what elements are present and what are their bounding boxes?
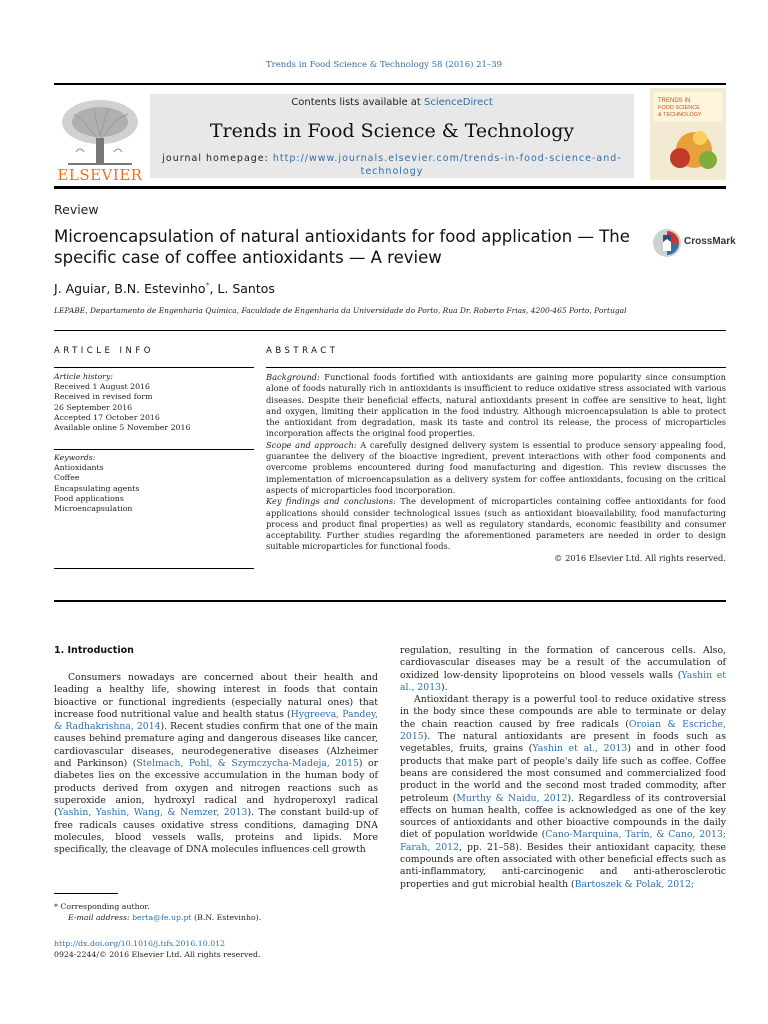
abstract-findings-label: Key findings and conclusions: — [266, 496, 396, 507]
citation-link[interactable]: Bartoszek & Polak, 2012; — [574, 878, 695, 890]
footnote-corresponding — [54, 902, 374, 913]
footnote-email — [54, 913, 374, 924]
history-item: Received 1 August 2016 — [54, 382, 151, 392]
keyword: Microencapsulation — [54, 504, 133, 514]
article-info-bottom-rule — [54, 568, 254, 569]
keywords-label: Keywords: — [54, 453, 96, 462]
cover-title-line3: & TECHNOLOGY — [658, 112, 702, 118]
cover-title-line1: TRENDS IN — [658, 98, 691, 104]
footnote-email-suffix: (B.N. Estevinho). — [191, 912, 262, 922]
journal-cover-image — [650, 88, 726, 180]
body-text: ) and in other food products that make part of people's daily life such as coffee. Coffee beans are considered the most consumed and commercialized food product in the world and the second most traded commodity, after petroleum ( — [400, 743, 726, 804]
body-top-rule — [54, 600, 726, 602]
author-list — [54, 281, 275, 296]
abstract-findings-text: The development of microparticles containing coffee antioxidants for food applications should consider technological issues (such as antioxidant bioavailability, food manufacturing process and product final properties) as well as regulatory standards, economic feasibility and consumer acceptability. Further studies regarding the aforementioned parameters are needed in order to design suitable microparticles for functional foods. — [266, 496, 726, 552]
abstract-findings — [266, 496, 726, 552]
body-paragraph — [400, 694, 726, 891]
section-heading-introduction: 1. Introduction — [54, 645, 134, 656]
article-info-heading: ARTICLE INFO — [54, 346, 154, 356]
footnote-email-label: E-mail address: — [68, 912, 133, 922]
citation-link[interactable]: Yashin et al., 2013 — [532, 743, 628, 755]
crossmark-label: CrossMark — [684, 236, 736, 247]
email-link[interactable]: berta@fe.up.pt — [132, 912, 192, 922]
homepage-link[interactable]: http://www.journals.elsevier.com/trends-in-food-science-and-technology — [272, 153, 622, 177]
sciencedirect-link[interactable]: ScienceDirect — [424, 97, 493, 108]
abstract-scope-label: Scope and approach: — [266, 439, 357, 450]
body-text: ) or diabetes lies on the excessive accumulation in the human body of products derived from oxygen and nitrogen reactions such as superoxide anion, hydroxyl radical and hydroperoxyl radical ( — [54, 758, 379, 819]
contents-line — [150, 97, 634, 108]
article-history — [54, 372, 254, 433]
abstract-copyright: © 2016 Elsevier Ltd. All rights reserved. — [554, 552, 726, 563]
history-item: Accepted 17 October 2016 — [54, 412, 160, 422]
contents-prefix: Contents lists available at — [291, 97, 425, 108]
citation-link[interactable]: Cano-Marquina, Tarín, & Cano, 2013; Farah, 2012 — [400, 829, 726, 853]
article-info-rule — [54, 367, 254, 368]
keywords — [54, 453, 254, 514]
body-text: regulation, resulting in the formation of cancerous cells. Also, cardiovascular diseases may be a result of the accumulation of oxidized low-density lipoproteins on blood vessels walls ( — [400, 645, 726, 681]
homepage-label: journal homepage: — [162, 153, 273, 164]
history-item: Received in revised form — [54, 392, 153, 402]
header-bottom-rule — [54, 186, 726, 189]
body-paragraph — [54, 672, 378, 856]
body-column-right — [400, 645, 726, 891]
abstract-background-label: Background: — [266, 372, 320, 382]
crossmark-badge[interactable] — [652, 228, 736, 258]
doi-block — [54, 939, 374, 960]
author-affiliation: LEPABE, Departamento de Engenharia Química, Faculdade de Engenharia da Universidade do Porto, Rua Dr. Roberto Frias, 4200-465 Porto, Portugal — [54, 306, 627, 315]
footnote-corresponding-text: Corresponding author. — [57, 902, 150, 911]
body-text: ). Regardless of its controversial effects on human health, coffee is acknowledged as one of the key sources of antioxidants and other bioactive compounds in the daily diet of population worldwide ( — [400, 792, 726, 841]
citation-link[interactable]: Stelmach, Pohl, & Szymczycha-Madeja, 2015 — [136, 758, 359, 770]
history-item: Available online 5 November 2016 — [54, 423, 191, 433]
elsevier-wordmark: ELSEVIER — [57, 166, 143, 184]
abstract-scope — [266, 440, 726, 496]
article-info-divider — [54, 449, 254, 450]
citation-link[interactable]: Hygreeva, Pandey, & Radhakrishna, 2014 — [54, 708, 378, 733]
body-column-left — [54, 672, 378, 856]
article-type: Review — [54, 202, 99, 217]
abstract-heading: ABSTRACT — [266, 346, 339, 356]
history-label: Article history: — [54, 372, 114, 381]
abstract-background — [266, 372, 726, 440]
corresponding-author-footnote — [54, 902, 374, 923]
body-text: ). The natural antioxidants are present in foods such as vegetables, fruits, grains ( — [400, 731, 726, 755]
keyword: Food applications — [54, 493, 124, 503]
abstract-rule — [266, 367, 726, 368]
body-text: Consumers nowadays are concerned about their health and leading a healthy life, showing interest in foods that contain bioactive or functional ingredients (especially natural ones) that increase food nutritional value and health status ( — [54, 672, 378, 720]
doi-link[interactable]: http://dx.doi.org/10.1016/j.tifs.2016.10.012 — [54, 939, 226, 948]
abstract-body — [266, 372, 726, 564]
authors-last: , L. Santos — [209, 281, 275, 297]
citation-link[interactable]: Yashin et al., 2013 — [400, 669, 726, 693]
keyword: Antioxidants — [54, 463, 104, 473]
body-text: , pp. 21–58). Besides their antioxidant capacity, these compounds are often associated with other beneficial effects such as anti-inflammatory, anti-carcinogenic and anti-atherosclerotic properties and gut microbial health ( — [400, 841, 726, 890]
journal-reference[interactable]: Trends in Food Science & Technology 58 (2016) 21–39 — [265, 60, 503, 70]
cover-title-line2: FOOD SCIENCE — [658, 105, 700, 111]
footnote-rule — [54, 893, 118, 894]
body-text: ). — [441, 681, 448, 693]
article-title: Microencapsulation of natural antioxidants for food application — The specific case of coffee antioxidants — A review — [54, 227, 630, 267]
article-info-top-rule — [54, 330, 726, 331]
body-paragraph — [400, 645, 726, 694]
abstract-background-text: Functional foods fortified with antioxidants are gaining more popularity since consumption alone of foods naturally rich in antioxidants is insufficient to reduce oxidative stress associated with various diseases. Despite their beneficial effects, natural antioxidants present in coffee are sensitive to heat, light and oxygen, limiting their application in the food industry. Although microencapsulation is able to protect the antioxidant from degradation, mask its taste and control its release, the process of microparticles incorporation affects the original food properties. — [266, 372, 726, 439]
header-top-rule — [54, 83, 726, 85]
body-text: ). The constant build-up of free radicals causes oxidative stress conditions, damaging DNA molecules, blood vessels walls, proteins and lipids. More specifically, the cleavage of DNA molecules influences cell growth — [54, 807, 378, 856]
body-text: ). Recent studies confirm that one of the main causes behind premature aging and dangerous diseases like cancer, cardiovascular diseases, neurodegenerative diseases (Alzheimer and Parkinson) ( — [54, 721, 378, 770]
journal-title: Trends in Food Science & Technology — [209, 120, 575, 142]
footnote-mark: * — [54, 902, 58, 911]
citation-link[interactable]: Murthy & Naidu, 2012 — [456, 792, 568, 804]
journal-homepage — [150, 152, 634, 178]
crossmark-icon — [652, 228, 682, 258]
body-text: Antioxidant therapy is a powerful tool to reduce oxidative stress in the body since these compounds are able to terminate or delay the chain reaction caused by free radicals ( — [400, 694, 726, 730]
keyword: Coffee — [54, 473, 80, 483]
corresponding-author-mark[interactable]: * — [205, 281, 210, 290]
citation-link[interactable]: Yashin, Yashin, Wang, & Nemzer, 2013 — [57, 807, 248, 819]
abstract-scope-text: A carefully designed delivery system is essential to produce sensory appealing food, guarantee the delivery of the bioactive ingredient, prevent interactions with other food components and overcome problems encountered during food manufacturing and digestion. This review discusses the implementation of microencapsulation as a delivery system for coffee antioxidants, focusing on the critical aspects of microparticles food incorporation. — [266, 439, 726, 495]
issn-copyright: 0924-2244/© 2016 Elsevier Ltd. All rights reserved. — [54, 949, 261, 959]
keyword: Encapsulating agents — [54, 483, 140, 493]
history-item: 26 September 2016 — [54, 402, 133, 412]
citation-link[interactable]: Oroian & Escriche, 2015 — [400, 718, 727, 743]
authors-first: J. Aguiar, B.N. Estevinho — [54, 281, 206, 297]
